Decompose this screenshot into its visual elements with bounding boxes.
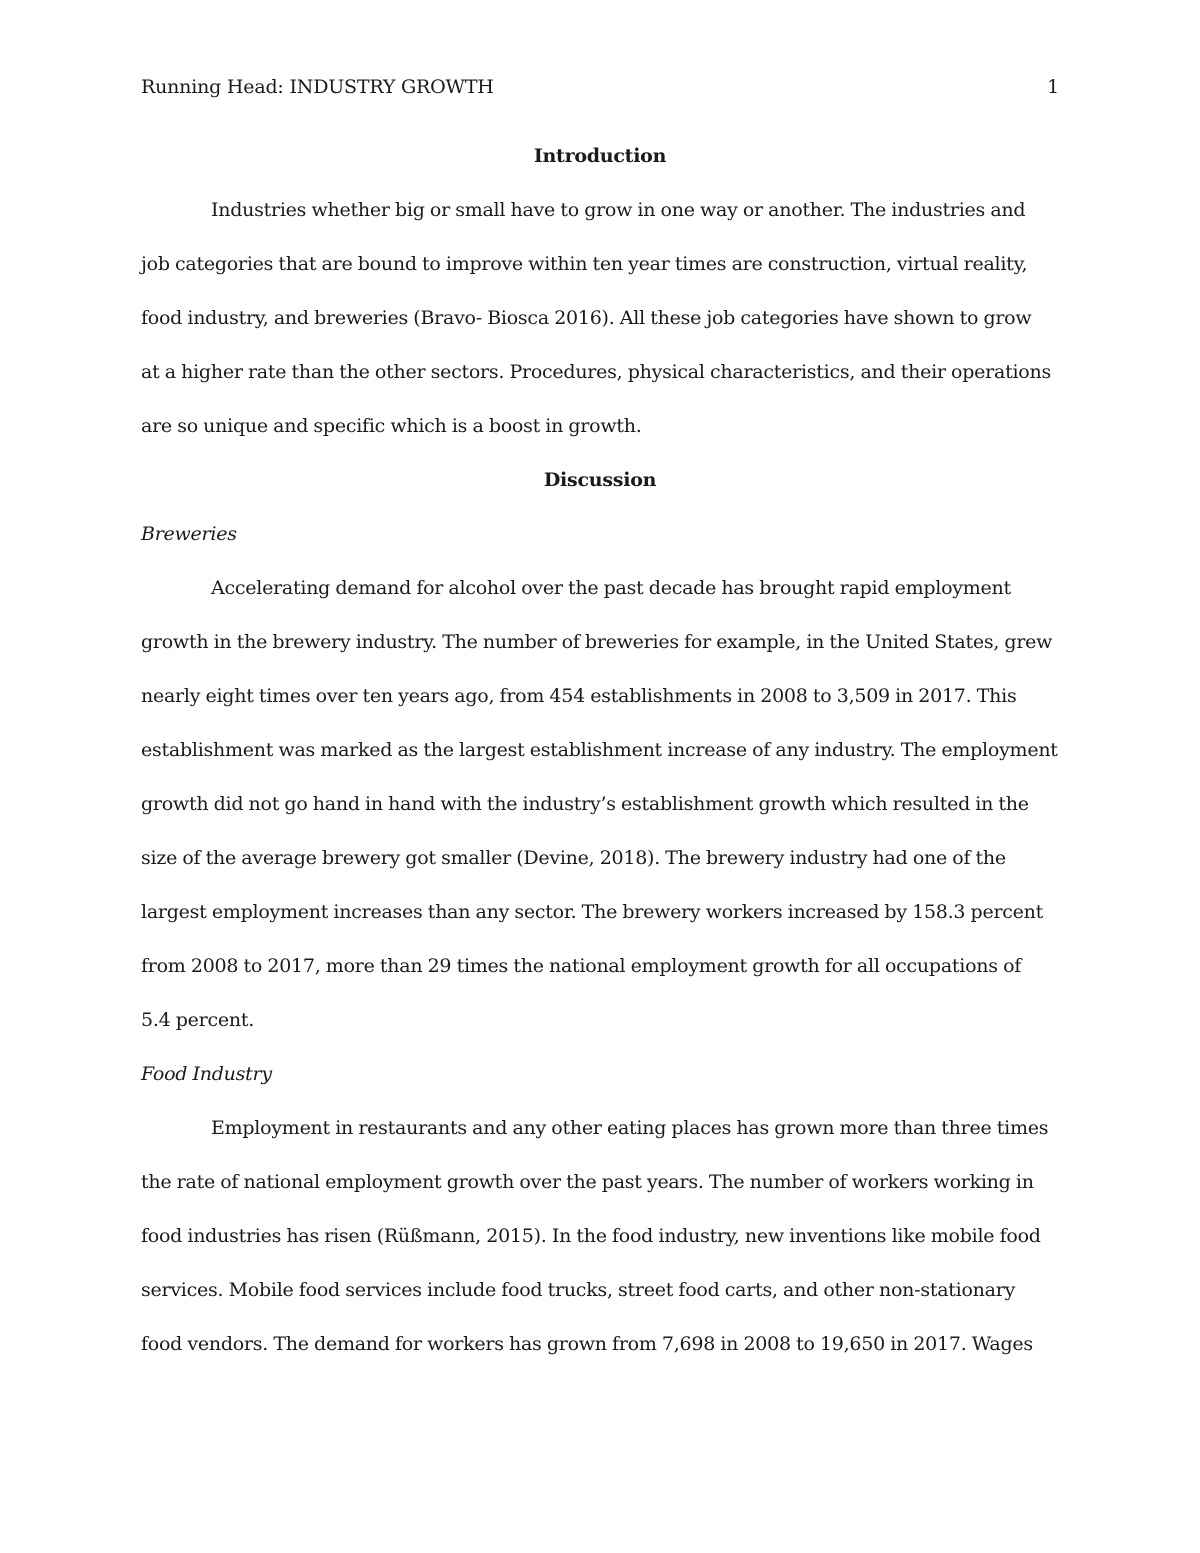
page-number: 1 — [1047, 76, 1059, 98]
introduction-paragraph — [141, 183, 1059, 453]
document-body — [141, 129, 1059, 1371]
paragraph-line: the rate of national employment growth over the past years. The number of workers working in — [141, 1171, 1034, 1193]
paragraph-line: establishment was marked as the largest establishment increase of any industry. The employment — [141, 739, 1058, 761]
paragraph-line: job categories that are bound to improve within ten year times are construction, virtual reality, — [141, 253, 1028, 275]
paragraph-line: size of the average brewery got smaller (Devine, 2018). The brewery industry had one of the — [141, 847, 1006, 869]
page-header — [141, 72, 1059, 102]
paragraph-line: Employment in restaurants and any other eating places has grown more than three times — [211, 1117, 1049, 1139]
introduction-heading: Introduction — [533, 145, 667, 167]
paragraph-line: at a higher rate than the other sectors. Procedures, physical characteristics, and their operations — [141, 361, 1051, 383]
paragraph-line: Accelerating demand for alcohol over the past decade has brought rapid employment — [211, 577, 1011, 599]
running-head: Running Head: INDUSTRY GROWTH — [141, 76, 494, 98]
discussion-heading: Discussion — [543, 469, 657, 491]
paragraph-line: food industries has risen (Rüßmann, 2015). In the food industry, new inventions like mobile food — [141, 1225, 1041, 1247]
food-industry-subheading: Food Industry — [141, 1063, 272, 1085]
paragraph-line: largest employment increases than any sector. The brewery workers increased by 158.3 percent — [141, 901, 1044, 923]
breweries-paragraph — [141, 561, 1059, 1047]
food-industry-paragraph — [141, 1101, 1059, 1371]
paragraph-line: growth did not go hand in hand with the industry’s establishment growth which resulted in the — [141, 793, 1029, 815]
paragraph-line: food industry, and breweries (Bravo- Biosca 2016). All these job categories have shown to grow — [141, 307, 1032, 329]
paragraph-line: 5.4 percent. — [141, 1009, 255, 1031]
paragraph-line: services. Mobile food services include food trucks, street food carts, and other non-stationary — [141, 1279, 1016, 1301]
paragraph-line: growth in the brewery industry. The number of breweries for example, in the United States, grew — [141, 631, 1053, 653]
paragraph-line: food vendors. The demand for workers has grown from 7,698 in 2008 to 19,650 in 2017. Wages — [141, 1333, 1033, 1355]
paragraph-line: from 2008 to 2017, more than 29 times the national employment growth for all occupations of — [141, 955, 1022, 977]
paragraph-line: Industries whether big or small have to grow in one way or another. The industries and — [211, 199, 1026, 221]
paragraph-line: are so unique and specific which is a boost in growth. — [141, 415, 642, 437]
paragraph-line: nearly eight times over ten years ago, from 454 establishments in 2008 to 3,509 in 2017. This — [141, 685, 1017, 707]
breweries-subheading: Breweries — [141, 523, 237, 545]
